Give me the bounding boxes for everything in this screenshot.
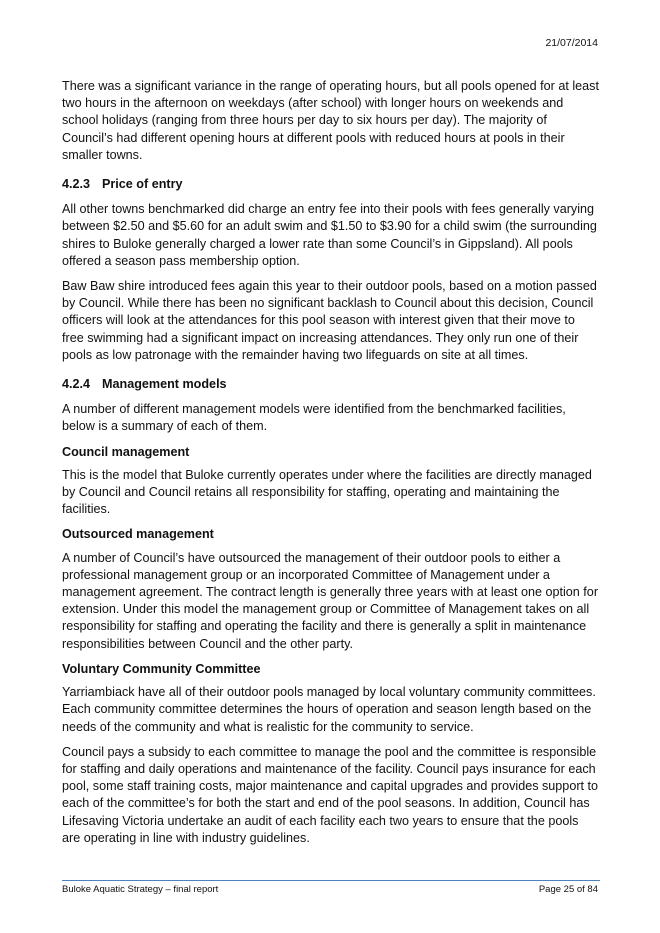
section-heading-price-of-entry [62,176,600,193]
footer-document-title: Buloke Aquatic Strategy – final report [62,884,219,895]
header-date: 21/07/2014 [545,37,598,49]
paragraph-voluntary-committee-2: Council pays a subsidy to each committee to manage the pool and the committee is responsible for staffing and daily operations and maintenance of the facility. Council pays insurance for each pool, some staff training costs, major maintenance and capital upgrades and provides support to each of the committee’s for both the start and end of the pool seasons. In addition, Council has Lifesaving Victoria undertake an audit of each facility each two years to ensure that the pools are operating in line with industry guidelines. [62,744,599,845]
subheading-council-management: Council management [62,444,190,459]
subheading-outsourced-management: Outsourced management [62,527,214,542]
footer-page-number: Page 25 of 84 [538,884,598,895]
section-number: 4.2.3 [62,177,91,192]
footer-divider [62,880,600,881]
paragraph-outsourced-management: A number of Council’s have outsourced the management of their outdoor pools to either a professional management group or an incorporated Committee of Management under a management agreement. The contract length is generally three years with at least one option for extension. Under this model the management group or Committee of Management takes on all responsibility for staffing and operating the facility and there is generally a split in maintenance responsibilities between Council and the other party. [62,550,599,651]
subheading-voluntary-committee: Voluntary Community Committee [62,661,261,676]
paragraph-council-management: This is the model that Buloke currently operates under where the facilities are directly managed by Council and Council retains all responsibility for staffing, operating and maintaining the facilities. [62,467,592,517]
section-title: Price of entry [102,177,183,192]
document-body [62,78,600,855]
section-title: Management models [102,377,227,392]
section-heading-management-models [62,376,600,393]
paragraph-management-intro: A number of different management models were identified from the benchmarked facilities, below is a summary of each of them. [62,402,566,434]
paragraph-entry-fees: All other towns benchmarked did charge an entry fee into their pools with fees generally varying between $2.50 and $5.60 for an adult swim and $1.50 to $3.90 for a child swim (the surrounding shires to Buloke generally charged a lower rate than some Council’s in Gippsland). All pools offered a season pass membership option. [62,202,597,268]
paragraph-baw-baw: Baw Baw shire introduced fees again this year to their outdoor pools, based on a motion passed by Council. While there has been no significant backlash to Council about this decision, Council officers will look at the attendances for this pool season with interest given that their move to free swimming had a significant impact on increasing attendances. They only run one of their pools as low patronage with the remainder having two lifeguards on site at all times. [62,279,597,362]
section-number: 4.2.4 [62,377,91,392]
paragraph-operating-hours: There was a significant variance in the range of operating hours, but all pools opened for at least two hours in the afternoon on weekdays (after school) with longer hours on weekends and school holidays (ranging from three hours per day to six hours per day). The majority of Council’s had different opening hours at different pools with reduced hours at pools in their smaller towns. [62,79,599,162]
paragraph-voluntary-committee-1: Yarriambiack have all of their outdoor pools managed by local voluntary community committees. Each community committee determines the hours of operation and season length based on the needs of the community and what is realistic for the community to service. [62,685,596,734]
